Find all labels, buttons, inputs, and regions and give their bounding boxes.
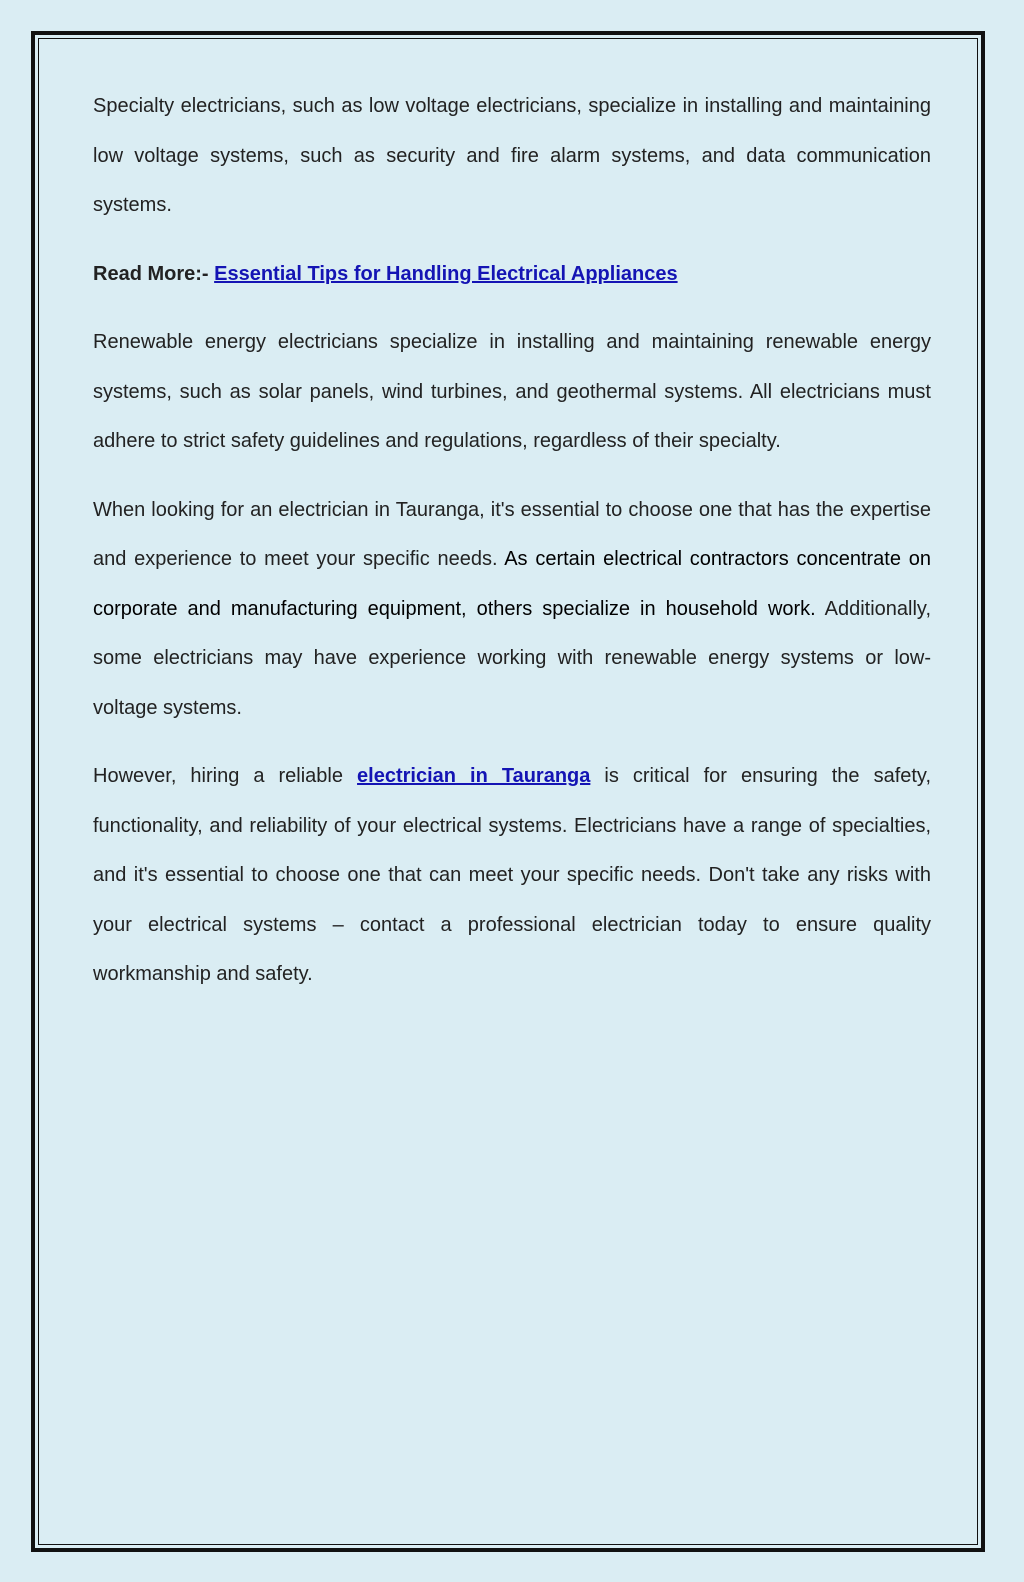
paragraph-choosing-part1: When looking for an electrician in Tauranga, it's essential to choose one that has the expertise and experience to meet your specific needs. [93,498,931,570]
paragraph-choosing-electrician [93,486,931,734]
article-body [93,82,931,1000]
paragraph-hiring-after-link: is critical for ensuring the safety, functionality, and reliability of your electrical systems. Electricians have a range of specialties, and it's essential to choose one that can meet your specific needs. Don't take any risks with your electrical systems – contact a professional electrician today to ensure quality workmanship and safety. [93,765,931,985]
paragraph-hiring-electrician [93,752,931,1000]
paragraph-hiring-before-link: However, hiring a reliable [93,765,358,787]
read-more-link[interactable]: Essential Tips for Handling Electrical Appliances [214,262,678,285]
paragraph-choosing-part2: As certain electrical contractors concentrate on corporate and manufacturing equipment, others specialize in household work. [93,548,931,620]
read-more-line [93,250,931,300]
paragraph-choosing-part3: Additionally, some electricians may have experience working with renewable energy systems or low-voltage systems. [93,597,932,719]
read-more-label: Read More:- [93,262,215,285]
paragraph-specialty-electricians: Specialty electricians, such as low voltage electricians, specialize in installing and maintaining low voltage systems, such as security and fire alarm systems, and data communication systems. [93,95,931,216]
paragraph-renewable-electricians: Renewable energy electricians specialize in installing and maintaining renewable energy systems, such as solar panels, wind turbines, and geothermal systems. All electricians must adhere to strict safety guidelines and regulations, regardless of their specialty. [93,331,931,452]
electrician-tauranga-link[interactable]: electrician in Tauranga [357,765,591,787]
